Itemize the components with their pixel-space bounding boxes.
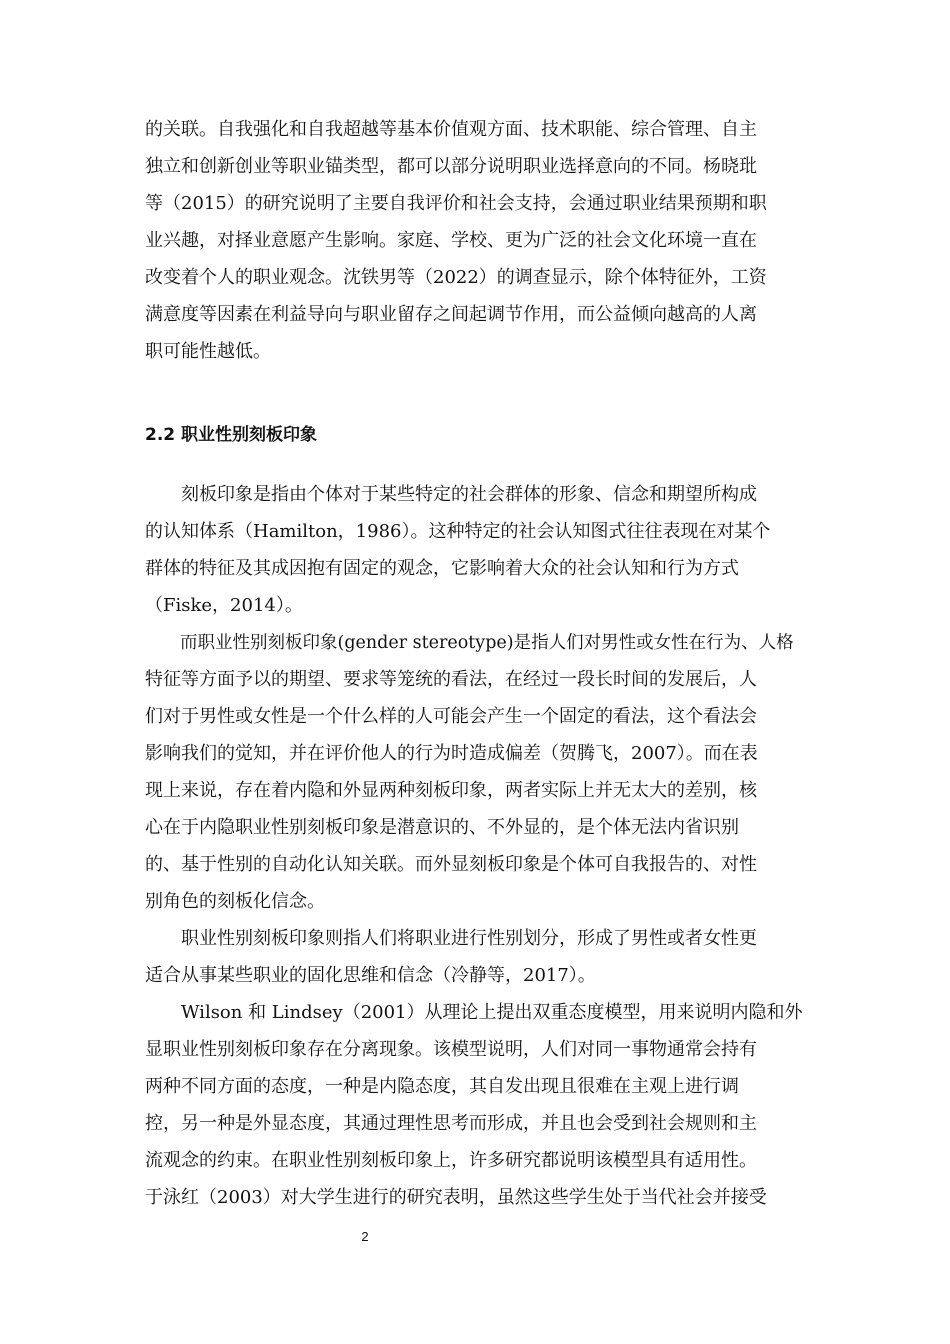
text-line: 群体的特征及其成因抱有固定的观念，它影响着大众的社会认知和行为方式: [145, 558, 739, 579]
text-line: 显职业性别刻板印象存在分离现象。该模型说明，人们对同一事物通常会持有: [145, 1039, 757, 1060]
text-line: 流观念的约束。在职业性别刻板印象上，许多研究都说明该模型具有适用性。: [145, 1150, 757, 1171]
text-line: 影响我们的觉知，并在评价他人的行为时造成偏差（贺腾飞，2007）。而在表: [145, 743, 758, 764]
text-line: 而职业性别刻板印象(gender stereotype)是指人们对男性或女性在行为、人格: [145, 633, 794, 653]
text-line: 改变着个人的职业观念。沈铁男等（2022）的调查显示，除个体特征外，工资: [145, 267, 767, 288]
text-line: 特征等方面予以的期望、要求等笼统的看法，在经过一段长时间的发展后，人: [145, 669, 757, 690]
text-line: （Fiske，2014）。: [145, 595, 303, 616]
text-line: 心在于内隐职业性别刻板印象是潜意识的、不外显的，是个体无法内省识别: [145, 817, 739, 838]
text-line: 的关联。自我强化和自我超越等基本价值观方面、技术职能、综合管理、自主: [145, 119, 757, 140]
text-line: 刻板印象是指由个体对于某些特定的社会群体的形象、信念和期望所构成: [145, 484, 757, 505]
text-line: 等（2015）的研究说明了主要自我评价和社会支持，会通过职业结果预期和职: [145, 193, 767, 214]
text-line: 于泳红（2003）对大学生进行的研究表明，虽然这些学生处于当代社会并接受: [145, 1187, 767, 1208]
text-line: 别角色的刻板化信念。: [145, 891, 325, 912]
text-line: 独立和创新创业等职业锚类型，都可以部分说明职业选择意向的不同。杨晓玭: [145, 156, 757, 177]
text-line: Wilson 和 Lindsey（2001）从理论上提出双重态度模型，用来说明内隐和外: [145, 1002, 803, 1023]
page-number: 2: [361, 1229, 369, 1244]
text-line: 的认知体系（Hamilton，1986）。这种特定的社会认知图式往往表现在对某个: [145, 521, 771, 542]
text-line: 职可能性越低。: [145, 341, 271, 362]
text-line: 适合从事某些职业的固化思维和信念（冷静等，2017）。: [145, 965, 596, 986]
text-line: 控，另一种是外显态度，其通过理性思考而形成，并且也会受到社会规则和主: [145, 1113, 757, 1134]
text-line: 满意度等因素在利益导向与职业留存之间起调节作用，而公益倾向越高的人离: [145, 304, 757, 325]
text-line: 现上来说，存在着内隐和外显两种刻板印象，两者实际上并无太大的差别，核: [145, 780, 757, 801]
text-line: 职业性别刻板印象则指人们将职业进行性别划分，形成了男性或者女性更: [145, 928, 757, 949]
text-line: 两种不同方面的态度，一种是内隐态度，其自发出现且很难在主观上进行调: [145, 1076, 739, 1097]
text-line: 业兴趣，对择业意愿产生影响。家庭、学校、更为广泛的社会文化环境一直在: [145, 230, 757, 251]
section-heading: 2.2 职业性别刻板印象: [145, 425, 318, 445]
text-line: 的、基于性别的自动化认知关联。而外显刻板印象是个体可自我报告的、对性: [145, 854, 757, 875]
text-line: 们对于男性或女性是一个什么样的人可能会产生一个固定的看法，这个看法会: [145, 706, 757, 727]
